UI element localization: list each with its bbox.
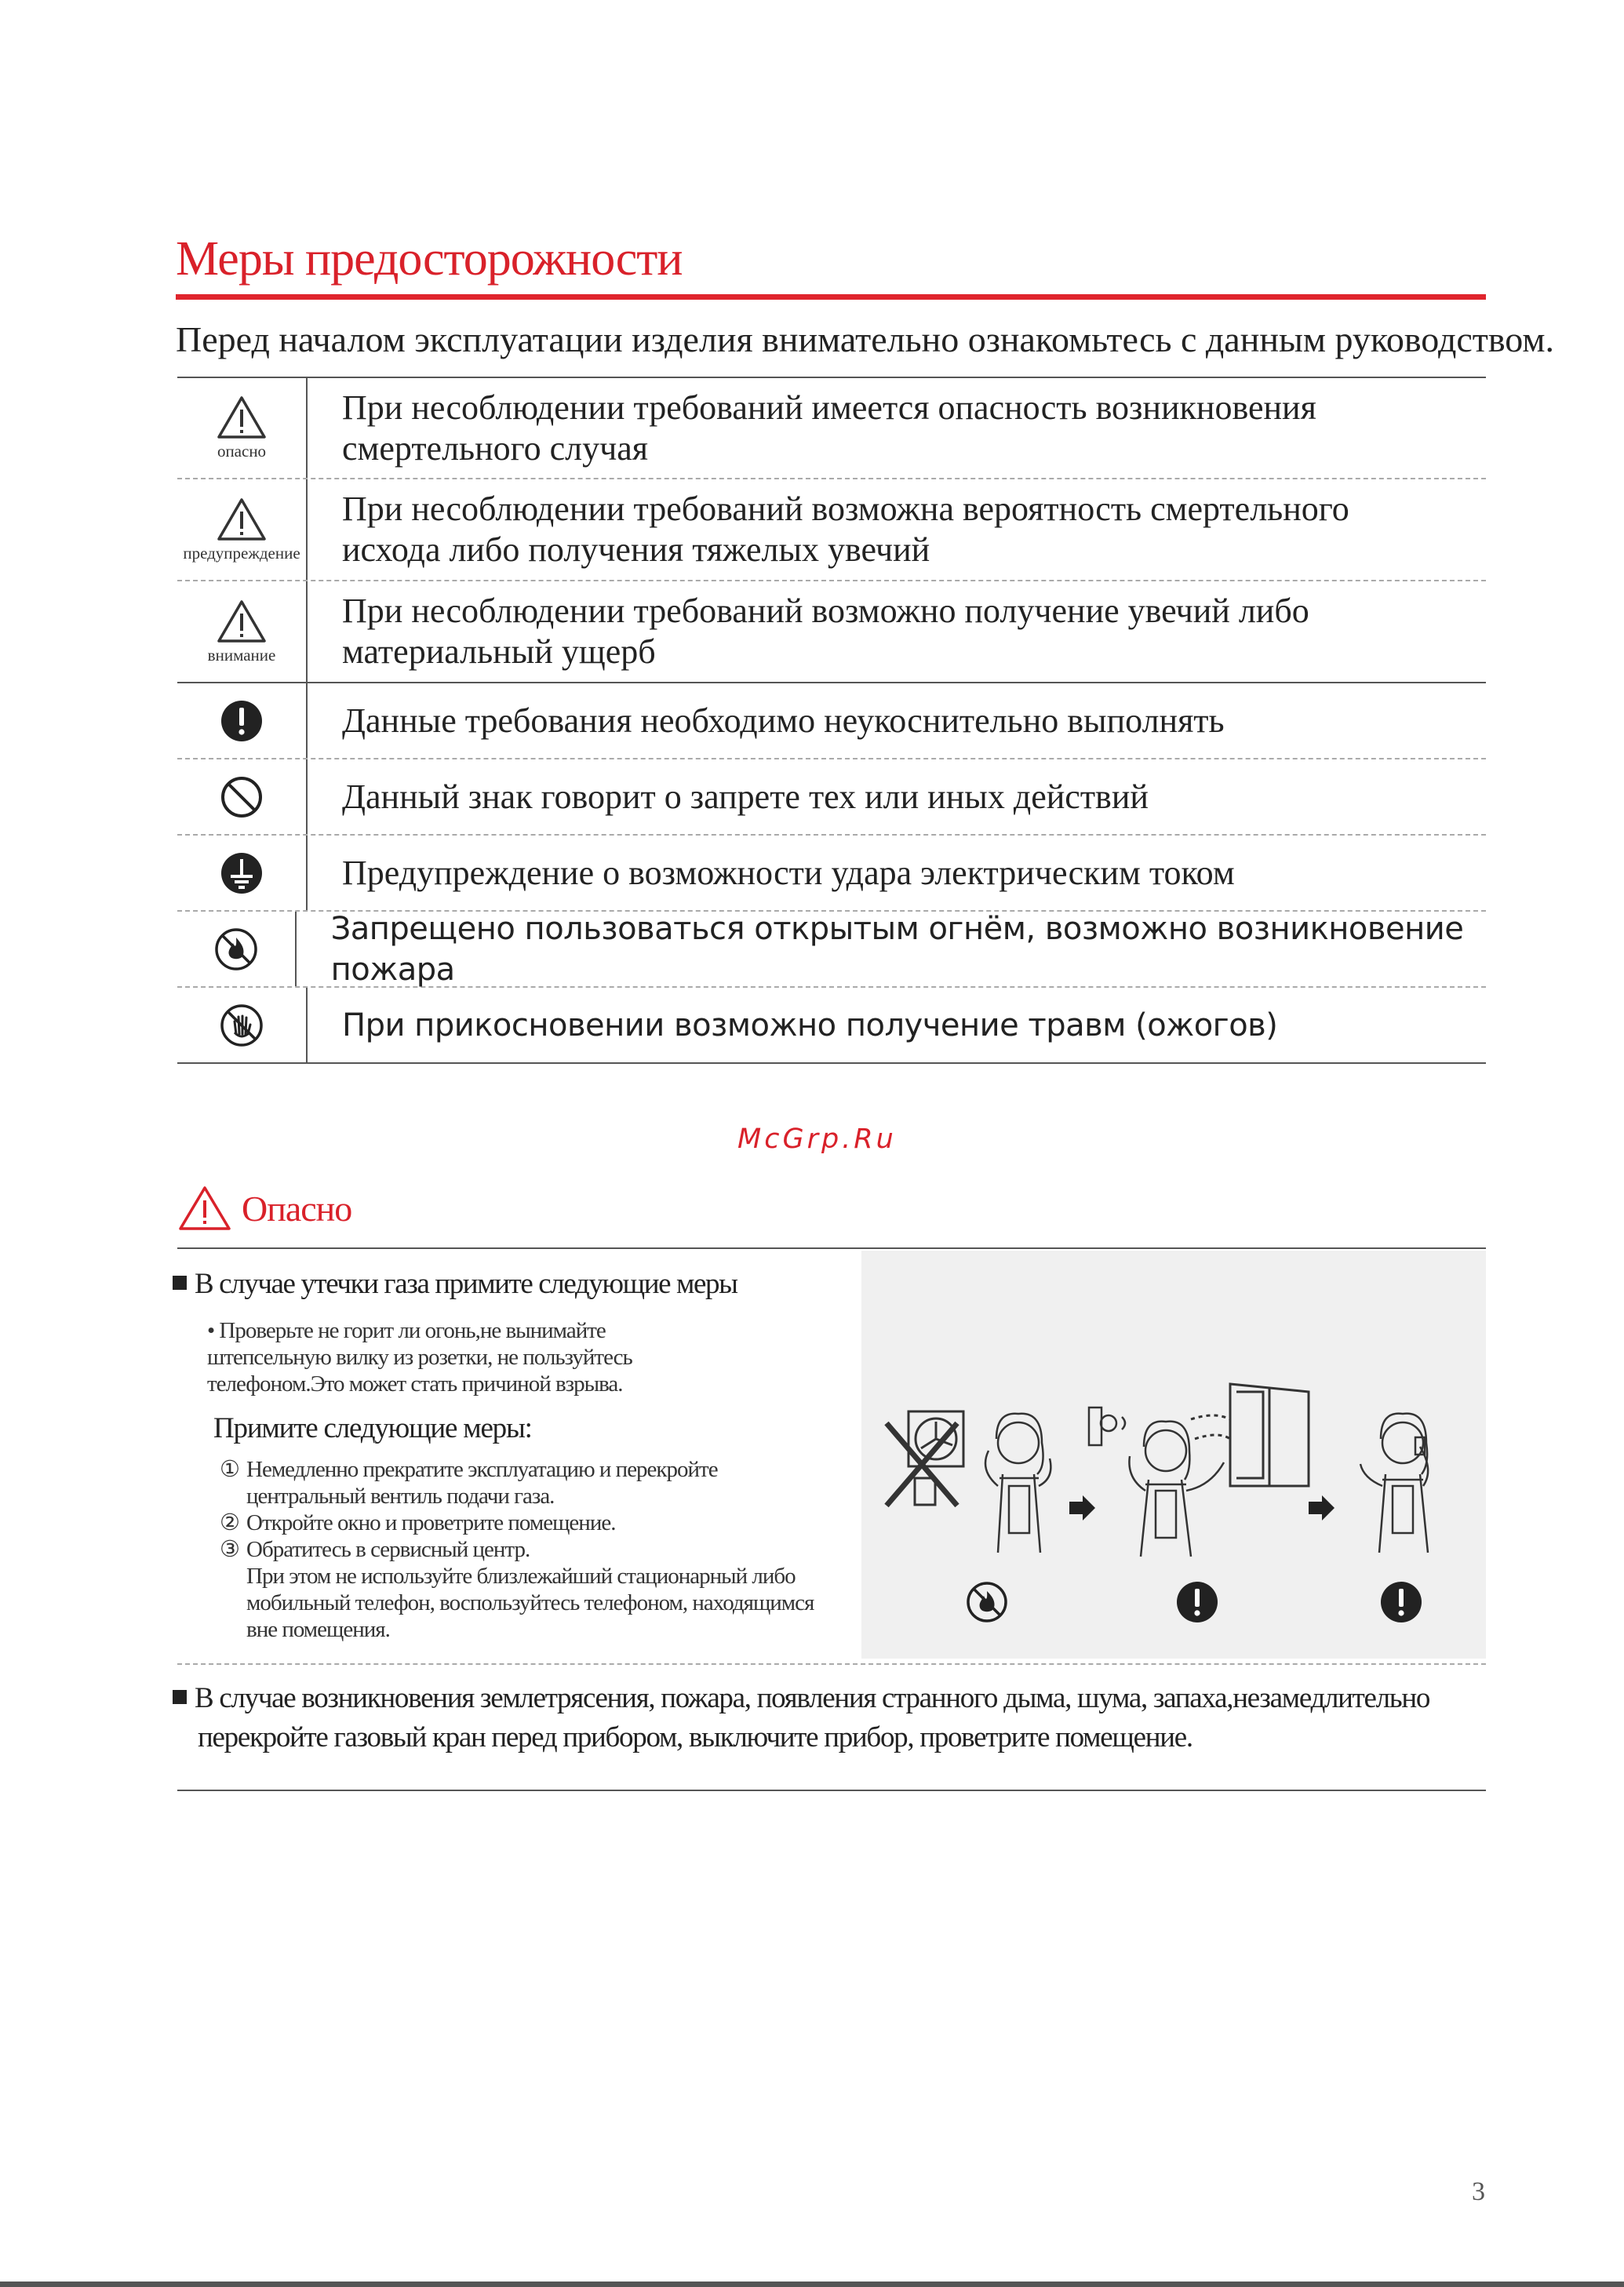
measures-heading: Примите следующие меры: — [213, 1412, 532, 1444]
warning-triangle-icon — [216, 497, 268, 542]
warning-triangle-icon — [216, 599, 268, 644]
legend-text: При несоблюдении требований возможно получение увечий либо материальный ущерб — [342, 592, 1309, 671]
no-touch-icon — [219, 1003, 264, 1048]
emergency-line: перекройте газовый кран перед прибором, выключите прибор, проветрите помещение. — [198, 1721, 1193, 1753]
legend-text: При несоблюдении требований имеется опасность возникновения смертельного случая — [342, 388, 1316, 468]
arrow-icon — [1309, 1495, 1335, 1520]
bottom-rule — [177, 1790, 1486, 1791]
gas-valve-icon — [1089, 1408, 1125, 1445]
list-item-continuation: центральный вентиль подачи газа. — [246, 1484, 555, 1509]
legend-text: Предупреждение о возможности удара электрическим током — [342, 853, 1235, 892]
mandatory-exclamation-icon — [1177, 1582, 1218, 1622]
woman-figure — [985, 1414, 1051, 1553]
legend-row-mandatory — [177, 683, 1486, 759]
title-rule — [176, 294, 1486, 300]
legend-text: Данные требования необходимо неукоснительно выполнять — [342, 701, 1225, 740]
cross-icon — [887, 1423, 957, 1506]
mandatory-exclamation-icon — [1381, 1582, 1422, 1622]
legend-row-warning — [177, 479, 1486, 581]
danger-heading — [177, 1185, 351, 1232]
woman-figure — [1360, 1414, 1428, 1553]
emergency-section — [173, 1679, 1491, 1757]
list-item-note: При этом не используйте близлежайший стационарный либо мобильный телефон, воспользуйтесь телефоном, находящимся вне помещения. — [246, 1564, 814, 1642]
no-fire-icon — [213, 927, 259, 972]
measures-steps — [220, 1456, 855, 1643]
intro-text: Перед началом эксплуатации изделия внимательно ознакомьтесь с данным руководством. — [176, 319, 1555, 359]
legend-text: Данный знак говорит о запрете тех или иных действий — [342, 777, 1149, 816]
emergency-line: В случае возникновения землетрясения, пожара, появления странного дыма, шума, запаха,незамедлительно — [173, 1679, 1491, 1718]
watermark: McGrp.Ru — [737, 1123, 897, 1155]
gas-leak-section — [173, 1267, 855, 1643]
legend-row-no-fire — [177, 912, 1486, 988]
illustration-drawing — [861, 1251, 1486, 1659]
arrow-icon — [1069, 1495, 1095, 1520]
ground-icon — [220, 851, 264, 895]
gas-leak-heading: В случае утечки газа примите следующие меры — [173, 1267, 855, 1302]
legend-text: Запрещено пользоваться открытым огнём, возможно возникновение пожара — [330, 910, 1464, 988]
square-bullet-icon — [173, 1690, 187, 1704]
page-number: 3 — [1472, 2177, 1485, 2206]
warning-triangle-icon — [177, 1185, 232, 1232]
section-separator — [177, 1663, 1486, 1665]
legend-icon-label: предупреждение — [183, 543, 300, 563]
danger-heading-text: Опасно — [242, 1188, 352, 1229]
window-icon — [1191, 1384, 1309, 1486]
list-item: ② Откройте окно и проветрите помещение. — [220, 1510, 616, 1535]
legend-text: При прикосновении возможно получение травм (ожогов) — [342, 1007, 1278, 1043]
legend-table — [177, 377, 1486, 1064]
warning-triangle-icon — [216, 395, 268, 440]
list-item: ① Немедленно прекратите эксплуатацию и перекройте — [220, 1457, 718, 1482]
legend-row-caution — [177, 581, 1486, 683]
footer-bar — [0, 2282, 1624, 2287]
page-title: Меры предосторожности — [176, 232, 683, 286]
prohibition-icon — [220, 775, 264, 819]
gas-leak-illustration — [861, 1251, 1486, 1659]
legend-row-ground — [177, 836, 1486, 912]
legend-icon-label: внимание — [207, 645, 276, 665]
no-fire-icon — [968, 1583, 1006, 1621]
woman-figure — [1129, 1422, 1224, 1557]
list-item: ③ Обратитесь в сервисный центр. — [220, 1537, 530, 1562]
legend-icon-label: опасно — [217, 442, 267, 461]
legend-row-danger — [177, 378, 1486, 479]
gas-leak-bullet: • Проверьте не горит ли огонь,не вынимайте штепсельную вилку из розетки, не пользуйтесь телефоном.Это может стать причиной взрыва. — [207, 1318, 632, 1397]
legend-row-no-touch — [177, 988, 1486, 1062]
legend-row-prohibition — [177, 759, 1486, 836]
square-bullet-icon — [173, 1276, 187, 1290]
mandatory-exclamation-icon — [220, 699, 264, 743]
legend-text: При несоблюдении требований возможна вероятность смертельного исхода либо получения тяжелых увечий — [342, 490, 1349, 569]
danger-rule — [177, 1247, 1486, 1249]
